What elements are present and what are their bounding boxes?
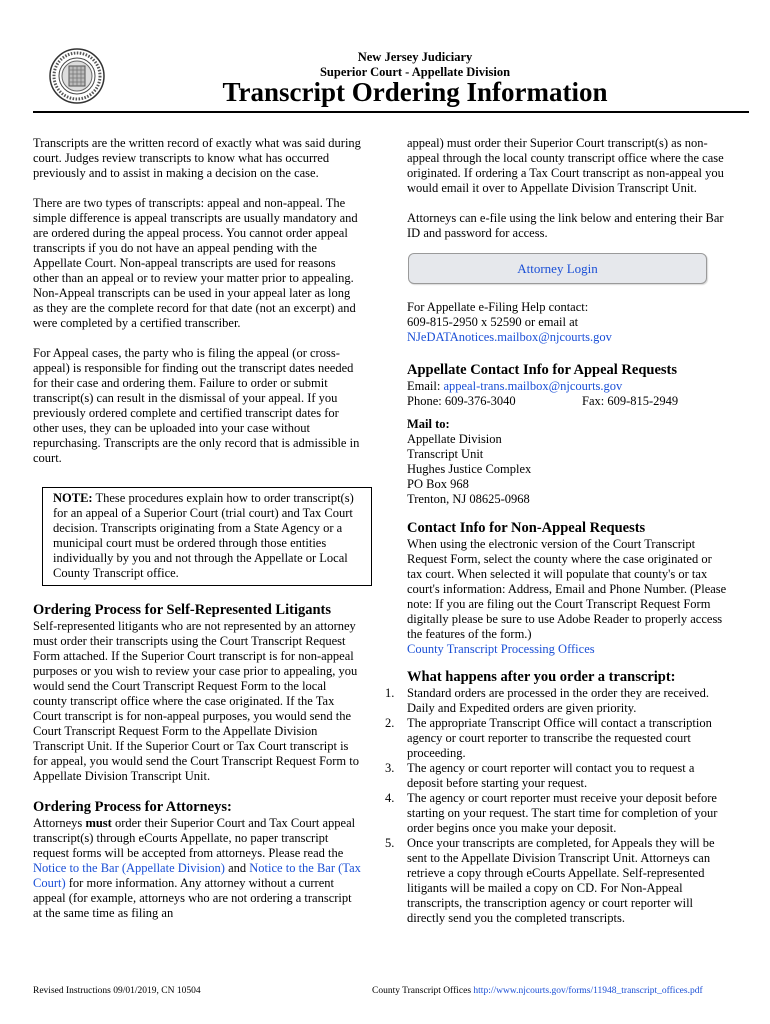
county-offices-link[interactable]: County Transcript Processing Offices (407, 642, 595, 656)
attorneys-text-c: and (224, 861, 250, 875)
note-text: These procedures explain how to order transcript(s) for an appeal of a Superior Court (trial court) and Tax Court decision. Transcripts originating from a State Agency or a municipal court must be ordered through those entities individually by you and not through the Appellate or Local County Transcript office. (53, 491, 354, 580)
step-number: 2. (385, 716, 395, 730)
attorneys-text-b: order their Superior Court and Tax Court appeal transcript(s) through eCourts Appellate, no paper transcript request forms will be accepted from attorneys. Please read the (33, 816, 356, 860)
appeal-contact-heading: Appellate Contact Info for Appeal Requests (407, 362, 677, 378)
list-item (385, 791, 727, 836)
mail-line: Trenton, NJ 08625-0968 (407, 492, 530, 506)
notice-appellate-link[interactable]: Notice to the Bar (Appellate Division) (33, 861, 225, 875)
attorneys-must: must (85, 816, 112, 830)
step-text: Standard orders are processed in the order they are received. Daily and Expedited orders are given priority. (407, 686, 709, 715)
attorneys-text (33, 816, 363, 921)
attorneys-text-d: for more information. Any attorney without a current appeal (for example, attorneys who are not ordering a transcript at the same time as filing an (33, 876, 352, 920)
appeal-email-link[interactable]: appeal-trans.mailbox@njcourts.gov (443, 379, 623, 393)
header-line1: New Jersey Judiciary (357, 50, 473, 64)
header-line2: Superior Court - Appellate Division (319, 65, 511, 79)
note-box (42, 487, 372, 586)
step-number: 5. (385, 836, 395, 850)
mail-label: Mail to: (407, 417, 450, 431)
mail-line: Hughes Justice Complex (407, 462, 532, 476)
steps-list (385, 686, 727, 926)
types-paragraph: There are two types of transcripts: appeal and non-appeal. The simple difference is appeal transcripts are usually mandatory and are ordered during the appeal process. You cannot order appeal transcripts if you do not have an appeal pending with the Appellate Court. Non-appeal transcripts are used for reasons other than an appeal or to review your matter prior to appealing. Non-Appeal transcripts can be used in your appeal later as long as they are the complete record for that date (not an excerpt) and were completed by a certified transcriber. (33, 196, 358, 330)
mail-line: PO Box 968 (407, 477, 469, 491)
list-item (385, 761, 727, 791)
phone-fax-line (407, 394, 727, 409)
header-divider (33, 111, 749, 113)
what-happens-heading: What happens after you order a transcript: (407, 669, 676, 685)
self-represented-text: Self-represented litigants who are not represented by an attorney must order their transcripts using the Court Transcript Request Form attached. If the Superior Court transcript is for non-appeal purposes or you wish to review your case prior to appealing, you would send the Court Transcript Request Form to the local county transcript office where the case originated. If the Tax Court transcript is for non-appeal purposes, you would send the Court Transcript Request Form to the Appellate Division Transcript Unit. If the Superior Court or Tax Court transcript is for appeal, you would send the Court Transcript Request Form to Appellate Division Transcript Unit. (33, 619, 360, 783)
page-title: Transcript Ordering Information (222, 77, 608, 107)
appeal-cases-paragraph: For Appeal cases, the party who is filing the appeal (or cross-appeal) is responsible for finding out the transcript dates needed for their case and ordering them. Failure to order or submit transcript(s) can result in the dismissal of your appeal. If you previously ordered complete and certified transcript dates for other uses, they can be uploaded into your case without repurchasing. Transcripts are the only record that is admissible in court. (33, 346, 360, 465)
list-item (385, 716, 727, 761)
footer-county-offices (372, 986, 703, 996)
help-email-link[interactable]: NJeDATAnotices.mailbox@njcourts.gov (407, 330, 612, 344)
footer-revision: Revised Instructions 09/01/2019, CN 10504 (33, 986, 201, 996)
appeal-email-line (407, 379, 727, 394)
mail-line: Transcript Unit (407, 447, 484, 461)
step-text: The appropriate Transcript Office will contact a transcription agency or court reporter to transcribe the requested court proceeding. (407, 716, 712, 760)
phone-text: Phone: 609-376-3040 (407, 394, 516, 408)
attorneys-text-a: Attorneys (33, 816, 86, 830)
attorney-login-button[interactable]: Attorney Login (408, 253, 707, 284)
footer-county-label: County Transcript Offices (372, 986, 474, 996)
step-number: 1. (385, 686, 395, 700)
nonappeal-contact-heading: Contact Info for Non-Appeal Requests (407, 520, 646, 536)
step-text: The agency or court reporter must receive your deposit before starting on your request. The start time for completion of your order begins once you make your deposit. (407, 791, 718, 835)
email-label: Email: (407, 379, 444, 393)
self-represented-heading: Ordering Process for Self-Represented Litigants (33, 602, 332, 618)
mail-line: Appellate Division (407, 432, 502, 446)
efile-paragraph: Attorneys can e-file using the link below and entering their Bar ID and password for access. (407, 211, 724, 240)
attorney-nonappeal-paragraph: appeal) must order their Superior Court transcript(s) as non-appeal through the local county transcript office where the case originated. If ordering a Tax Court transcript as non-appeal you would email it over to Appellate Division Transcript Unit. (407, 136, 724, 195)
footer-offices-link[interactable]: http://www.njcourts.gov/forms/11948_transcript_offices.pdf (473, 986, 703, 996)
help-line1: For Appellate e-Filing Help contact: (407, 300, 589, 314)
step-number: 4. (385, 791, 395, 805)
help-line2: 609-815-2950 x 52590 or email at (407, 315, 579, 329)
note-label: NOTE: (53, 491, 93, 505)
intro-paragraph: Transcripts are the written record of exactly what was said during court. Judges review transcripts to know what has occurred previously and to assist in making a decision on the case. (33, 136, 361, 180)
fax-text: Fax: 609-815-2949 (582, 394, 679, 408)
step-text: Once your transcripts are completed, for Appeals they will be sent to the Appellate Division Transcript Unit. Attorneys can retrieve a copy through eCourts Appellate. Self-represented litigants will be mailed a copy on CD. For Non-Appeal transcripts, the transcription agency or court reporter will directly send you the completed transcripts. (407, 836, 715, 925)
step-number: 3. (385, 761, 395, 775)
left-column (33, 136, 363, 921)
right-column (385, 136, 727, 926)
nonappeal-text: When using the electronic version of the Court Transcript Request Form, select the county where the case originated or tax court. When selected it will populate that county's or tax court's information: Address, Email and Phone Number. (Please note: If you are filing out the Court Transcript Request Form digitally please be sure to use Adobe Reader to properly access the features of the form.) (407, 537, 727, 641)
notice-tax-court-link[interactable]: Notice to the Bar (Tax Court) (33, 861, 361, 890)
attorneys-heading: Ordering Process for Attorneys: (33, 799, 232, 815)
step-text: The agency or court reporter will contact you to request a deposit before starting your request. (407, 761, 695, 790)
list-item (385, 836, 727, 926)
list-item (385, 686, 727, 716)
